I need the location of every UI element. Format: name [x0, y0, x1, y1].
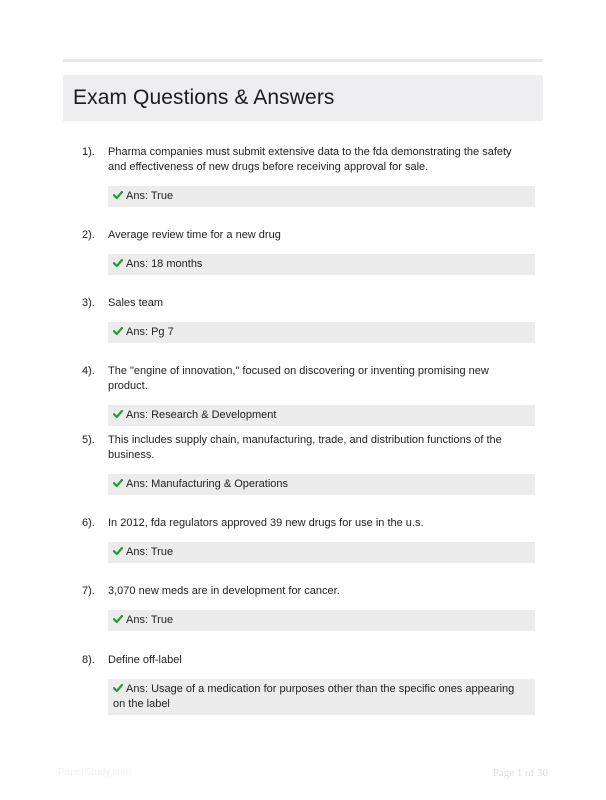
- question-number: 7).: [82, 585, 95, 597]
- question-text: Define off-label: [108, 654, 182, 666]
- answer-text: Ans: 18 months: [126, 258, 203, 270]
- check-icon: [113, 326, 123, 336]
- check-icon: [113, 409, 123, 419]
- question-text: Sales team: [108, 297, 164, 309]
- answer-text: Ans: Usage of a medication for purposes other than the specific ones appearing on the label: [113, 683, 515, 710]
- question-item-7: [82, 584, 534, 631]
- question-item-8: [82, 653, 534, 715]
- answer-text: Ans: True: [126, 190, 174, 202]
- question-text: 3,070 new meds are in development for cancer.: [108, 585, 340, 597]
- question-text: The "engine of innovation," focused on discovering or inventing promising new product.: [108, 365, 489, 392]
- answer-box: [108, 254, 535, 275]
- question-text: Pharma companies must submit extensive data to the fda demonstrating the safety and effectiveness of new drugs before receiving approval for sale.: [108, 146, 512, 173]
- check-icon: [113, 683, 123, 693]
- question-item-4: [82, 364, 534, 426]
- question-text: Average review time for a new drug: [108, 229, 281, 241]
- question-item-5: [82, 433, 534, 495]
- page-indicator: Page 1 of 30: [492, 767, 548, 779]
- answer-text: Ans: True: [126, 546, 174, 558]
- question-number: 1).: [82, 146, 95, 158]
- answer-text: Ans: True: [126, 614, 174, 626]
- footer-watermark: PaperStudy.com: [58, 767, 132, 778]
- answer-box: [108, 405, 535, 426]
- answer-box: [108, 186, 535, 207]
- answer-box: [108, 610, 535, 631]
- answer-text: Ans: Research & Development: [126, 409, 277, 421]
- top-divider: [63, 59, 543, 62]
- question-text: This includes supply chain, manufacturing, trade, and distribution functions of the business.: [108, 434, 502, 461]
- check-icon: [113, 478, 123, 488]
- check-icon: [113, 258, 123, 268]
- title-bar: [63, 75, 543, 121]
- page-title: Exam Questions & Answers: [73, 86, 335, 109]
- question-number: 3).: [82, 297, 95, 309]
- answer-box: [108, 474, 535, 495]
- check-icon: [113, 546, 123, 556]
- question-number: 8).: [82, 654, 95, 666]
- answer-box: [108, 542, 535, 563]
- question-item-1: [82, 145, 534, 207]
- question-item-6: [82, 516, 534, 563]
- question-text: In 2012, fda regulators approved 39 new drugs for use in the u.s.: [108, 517, 424, 529]
- answer-text: Ans: Manufacturing & Operations: [126, 478, 289, 490]
- check-icon: [113, 614, 123, 624]
- question-number: 5).: [82, 434, 95, 446]
- question-item-3: [82, 296, 534, 343]
- answer-box: [108, 322, 535, 343]
- answer-text: Ans: Pg 7: [126, 326, 174, 338]
- question-number: 4).: [82, 365, 95, 377]
- question-number: 6).: [82, 517, 95, 529]
- question-item-2: [82, 228, 534, 275]
- answer-box: [108, 679, 535, 715]
- question-number: 2).: [82, 229, 95, 241]
- check-icon: [113, 190, 123, 200]
